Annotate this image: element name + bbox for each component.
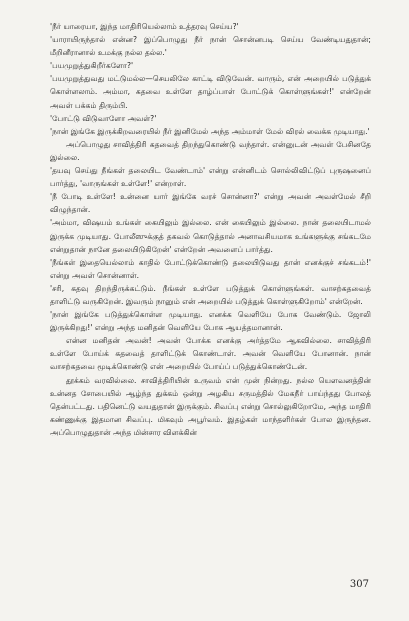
- dialogue-paragraph: 'யாராயிருந்தால் என்ன? இப்பொழுது நீர் நான் சொன்னபடி செய்ய வேண்டியதுதான்; மீறினீரானால் உமக்கு நல்ல தல்ல.': [50, 35, 371, 58]
- dialogue-paragraph: 'பயமுறுத்துவது மட்டுமல்ல—செயலிலே காட்டி விடுவேன். வாரும், என் அறையில் படுத்துக் கொள்ளலாம். அம்மா, கதவை உள்ளே தாழ்ப்பாள் போட்டுக் கொள்ளுங்கள்!' என்றேன் அவள் பக்கம் திரும்பி.: [50, 74, 371, 110]
- dialogue-paragraph: 'நீங்கள் இதையெல்லாம் காதில் போட்டுக்கொண்டு தலையிடுவது தான் எனக்குச் சங்கடம்!' என்று அவள் சொன்னாள்.: [50, 257, 371, 280]
- dialogue-paragraph: 'போட்டு விடுவாளோ அவள்?': [50, 113, 157, 123]
- dialogue-paragraph: 'நான் இங்கே இருக்கிறவரையில் நீர் இனிமேல் அந்த அம்மாள் மேல் விரல் வைக்க முடியாது.': [50, 126, 370, 136]
- narration-paragraph: அப்பொழுது சாவித்திரி கதவைத் திறந்துகொண்டு வந்தாள். என்னுடன் அவள் பேசினதே இல்லை.: [50, 139, 371, 162]
- dialogue-paragraph: 'நீர் யாரையா, இந்த மாதிரியெல்லாம் உத்தரவு செய்ய?': [50, 22, 239, 31]
- dialogue-paragraph: 'நான் இங்கே படுத்துக்கொள்ள முடியாது. எனக்க வெளியே போக வேண்டும். ஜோலி இருக்கிறது!' என்று அந்த மனிதன் வெளியே போக ஆயத்தமானான்.: [50, 310, 371, 333]
- page-number: 307: [349, 579, 369, 590]
- narration-paragraph: தூக்கம் வரவில்லை. சாவித்திரியின் உருவம் என் முன் நின்றது. நல்ல யௌவனத்தின் உன்னத சோபையில் ஆழ்ந்த துக்கம் ஒன்று அழகிய சருமத்தில் மேகநீர் பாய்ந்தது போலத் தென்பட்டது. பதினெட்டு வயதுதான் இருக்கும். சிவப்பு என்று சொல்லுகிறோமே, அந்த மாதிரி கண்ணுக்கு இதமான சிவப்பு. மிகவும் அபூர்வம். இதழ்கள் மாந்தளிர்கள் போல இருந்தன. அப்பொழுதுதான் அந்த மின்சார விளக்கின்: [50, 375, 371, 437]
- dialogue-paragraph: 'பயமுறுத்துகிறீர்களோ?': [50, 61, 134, 71]
- dialogue-paragraph: 'சரி, கதவு திறந்திருக்கட்டும். நீங்கள் உள்ளே படுத்துக் கொள்ளுங்கள். வாசற்கதவைத் தாளிட்டு வருகிறேன். இவரும் நானும் என் அறையில் படுத்துக் கொள்ளுகிறோம்' என்றேன்.: [50, 283, 371, 306]
- dialogue-paragraph: 'தயவு செய்து நீங்கள் தலையிட வேண்டாம்' என்று என்னிடம் சொல்லிவிட்டுப் புருஷனைப் பார்த்து, 'வாருங்கள் உள்ளே!' என்றாள்.: [50, 166, 371, 189]
- dialogue-paragraph: 'நீ போடி உள்ளே! உன்னை யார் இங்கே வரச் சொன்னா?' என்று அவன் அவள்மேல் சீறி விழுந்தான்.: [50, 192, 371, 215]
- narration-paragraph: என்ன மனிதன் அவன்! அவன் போக்க எனக்கு அர்த்தமே ஆகவில்லை. சாவித்திரி உள்ளே போய்க் கதவைத் தாளிட்டுக் கொண்டாள். அவன் வெளியே போனான். நான் வாசற்கதவை மூடிக்கொண்டு என் அறையில் போய்ப் படுத்துக்கொண்டேன்.: [50, 336, 371, 372]
- dialogue-paragraph: 'அம்மா, விஷயம் உங்கள் கையிலும் இல்லை. என் கையிலும் இல்லை. நான் தலையிடாமல் இருக்க முடியாது. போலீஸுக்குத் தகவல் கொடுத்தால் அனாவசியமாக உங்களுக்கு சங்கடமே என்றுதான் நானே தலையிடுகிறேன்' என்றேன் அவளைப் பார்த்து.: [50, 218, 371, 254]
